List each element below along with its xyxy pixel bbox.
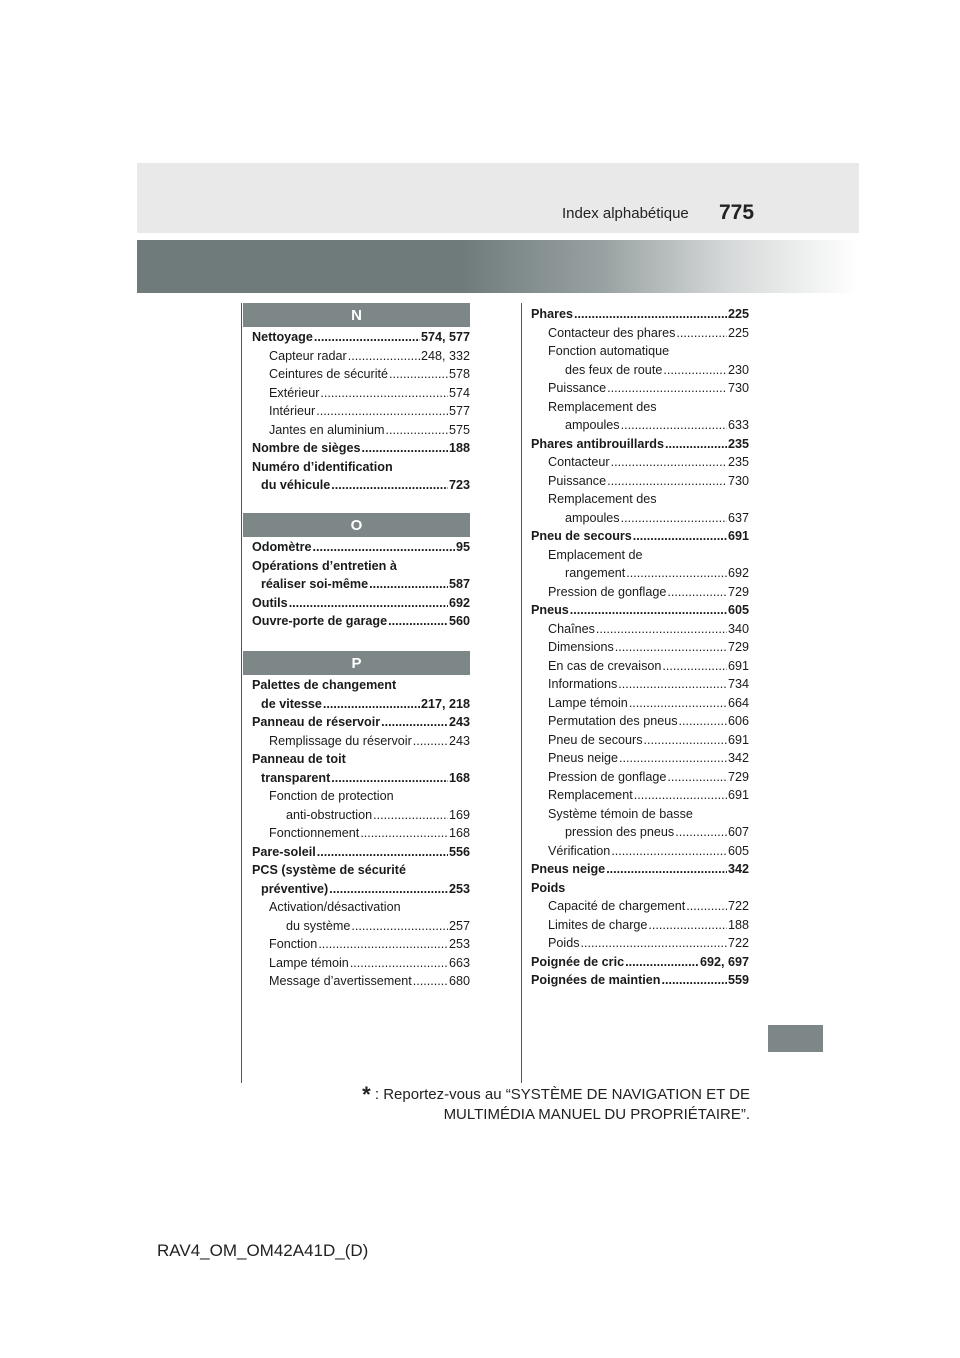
dot-leader — [570, 601, 727, 620]
index-entry — [252, 898, 470, 917]
index-entry-page: 248, 332 — [420, 348, 470, 363]
index-entry — [252, 843, 470, 862]
index-entry-page: 560 — [448, 614, 470, 628]
index-entry-label: Numéro d’identification — [252, 459, 393, 474]
index-entry-label: Remplacement des — [548, 399, 657, 414]
index-entry-page: 578 — [448, 367, 470, 381]
index-entry — [252, 421, 470, 440]
index-entry — [531, 527, 749, 546]
index-entry — [252, 695, 470, 714]
index-entry — [252, 824, 470, 843]
index-entry-page: 729 — [727, 769, 749, 784]
index-list-o — [252, 538, 470, 631]
index-entry — [531, 472, 749, 491]
index-entry — [531, 324, 749, 343]
index-entry — [252, 384, 470, 403]
index-entry-page: 575 — [448, 422, 470, 437]
index-entry-page: 692 — [727, 566, 749, 580]
index-entry-label: Fonction — [269, 937, 318, 951]
dot-leader — [676, 324, 727, 343]
dot-leader — [389, 365, 448, 384]
index-entry-page: 722 — [727, 899, 749, 913]
index-entry-label: ampoules — [565, 418, 620, 432]
dot-leader — [662, 657, 727, 676]
page-number: 775 — [719, 201, 755, 224]
section-header-n: N — [243, 303, 470, 327]
index-entry-label: Jantes en aluminium — [269, 422, 385, 437]
index-entry-page: 169 — [448, 807, 470, 822]
index-entry-label: Ouvre-porte de garage — [252, 614, 388, 628]
index-entry-page: 168 — [448, 826, 470, 840]
index-entry-page: 633 — [727, 418, 749, 432]
dot-leader — [633, 527, 727, 546]
index-entry-page: 217, 218 — [420, 696, 470, 711]
index-entry — [531, 731, 749, 750]
index-entry-label: Fonction automatique — [548, 344, 670, 358]
index-entry — [531, 305, 749, 324]
dot-leader — [331, 476, 448, 495]
index-entry-label: réaliser soi-même — [261, 577, 369, 591]
index-entry-label: Poignées de maintien — [531, 973, 661, 987]
dot-leader — [360, 824, 448, 843]
index-entry-label: Pression de gonflage — [548, 769, 667, 784]
index-entry-page: 730 — [727, 381, 749, 395]
index-entry-label: de vitesse — [261, 696, 322, 711]
index-entry — [531, 490, 749, 509]
index-entry-label: Emplacement de — [548, 547, 643, 562]
index-entry — [531, 453, 749, 472]
dot-leader — [606, 860, 727, 879]
index-entry-page: 574, 577 — [420, 330, 470, 344]
index-entry — [531, 583, 749, 602]
index-entry — [252, 328, 470, 347]
index-entry-page: 691 — [727, 658, 749, 673]
index-entry — [252, 880, 470, 899]
dot-leader — [667, 583, 727, 602]
index-entry — [252, 750, 470, 769]
dot-leader — [581, 934, 727, 953]
index-entry-page: 253 — [448, 881, 470, 896]
index-entry-label: PCS (système de sécurité — [252, 863, 406, 877]
index-entry-label: Dimensions — [548, 640, 614, 654]
index-entry-page: 253 — [448, 937, 470, 951]
document-code: RAV4_OM_OM42A41D_(D) — [157, 1241, 369, 1260]
index-entry-page: 605 — [727, 843, 749, 858]
index-entry-label: ampoules — [565, 510, 620, 525]
index-entry-page: 559 — [727, 973, 749, 987]
index-entry — [252, 612, 470, 631]
index-entry-page: 734 — [727, 677, 749, 691]
index-entry-label: Pneus neige — [531, 862, 606, 876]
dot-leader — [615, 638, 727, 657]
index-entry — [531, 823, 749, 842]
footnote-line-2: MULTIMÉDIA MANUEL DU PROPRIÉTAIRE”. — [443, 1106, 750, 1123]
footnote-star: * — [362, 1082, 371, 1107]
index-entry — [252, 954, 470, 973]
index-entry — [531, 657, 749, 676]
index-entry-label: des feux de route — [565, 362, 663, 377]
middle-column-divider — [521, 303, 522, 1083]
dot-leader — [314, 328, 420, 347]
index-entry — [531, 564, 749, 583]
dot-leader — [679, 712, 727, 731]
index-list-p-continued — [531, 305, 749, 990]
index-entry — [252, 538, 470, 557]
section-header-o: O — [243, 513, 470, 537]
index-entry-label: Phares — [531, 307, 574, 321]
index-entry-page: 730 — [727, 473, 749, 488]
dot-leader — [663, 361, 727, 380]
index-entry-label: Système témoin de basse — [548, 806, 693, 821]
dot-leader — [348, 347, 420, 366]
index-entry — [252, 476, 470, 495]
index-entry — [531, 934, 749, 953]
index-entry-page: 574 — [448, 385, 470, 400]
index-entry-label: Opérations d’entretien à — [252, 558, 397, 573]
index-entry — [531, 620, 749, 639]
index-entry-label: Outils — [252, 595, 288, 610]
index-entry-label: pression des pneus — [565, 825, 675, 839]
dot-leader — [648, 916, 727, 935]
dot-leader — [316, 402, 448, 421]
index-entry-label: Fonction de protection — [269, 789, 394, 803]
index-entry — [531, 379, 749, 398]
index-entry-label: En cas de crevaison — [548, 658, 662, 673]
index-entry-page: 188 — [448, 441, 470, 455]
index-entry-label: anti-obstruction — [286, 807, 373, 822]
index-entry — [252, 787, 470, 806]
dot-leader — [369, 575, 448, 594]
index-entry-label: Contacteur des phares — [548, 325, 676, 340]
index-entry — [531, 361, 749, 380]
index-entry-page: 691 — [727, 732, 749, 747]
index-entry-page: 723 — [448, 478, 470, 492]
index-entry-label: Puissance — [548, 381, 607, 395]
index-entry — [531, 694, 749, 713]
dot-leader — [596, 620, 727, 639]
dot-leader — [661, 971, 727, 990]
index-entry — [531, 971, 749, 990]
index-entry-page: 587 — [448, 577, 470, 591]
index-entry-label: Extérieur — [269, 385, 320, 400]
dot-leader — [381, 713, 448, 732]
index-entry — [531, 916, 749, 935]
index-entry-label: Ceintures de sécurité — [269, 367, 389, 381]
index-entry — [531, 860, 749, 879]
dot-leader — [621, 416, 727, 435]
index-entry-page: 680 — [448, 974, 470, 988]
index-entry — [531, 879, 749, 898]
index-entry-label: Lampe témoin — [548, 695, 628, 710]
footnote — [352, 1082, 750, 1125]
dot-leader — [329, 880, 448, 899]
index-entry-label: Fonctionnement — [269, 826, 360, 840]
index-entry-page: 95 — [455, 540, 470, 554]
index-entry — [252, 594, 470, 613]
index-entry-label: Poids — [531, 880, 566, 895]
index-entry-page: 722 — [727, 936, 749, 950]
dot-leader — [667, 768, 727, 787]
index-entry-label: du véhicule — [261, 478, 331, 492]
index-entry — [531, 768, 749, 787]
index-entry — [531, 897, 749, 916]
index-entry-page: 342 — [727, 862, 749, 876]
index-entry-page: 168 — [448, 770, 470, 785]
index-entry-page: 257 — [448, 918, 470, 933]
dot-leader — [619, 749, 727, 768]
index-entry-page: 729 — [727, 584, 749, 599]
index-entry-page: 606 — [727, 714, 749, 728]
index-entry — [531, 342, 749, 361]
index-entry-page: 577 — [448, 404, 470, 418]
index-entry-page: 691 — [727, 529, 749, 543]
index-entry-label: Lampe témoin — [269, 955, 349, 970]
index-entry — [531, 786, 749, 805]
dot-leader — [686, 897, 727, 916]
index-entry-label: Capteur radar — [269, 348, 347, 363]
index-entry — [531, 842, 749, 861]
index-entry — [252, 861, 470, 880]
index-entry-label: Permutation des pneus — [548, 714, 678, 728]
index-entry-page: 225 — [727, 325, 749, 340]
index-entry — [252, 676, 470, 695]
index-entry-page: 729 — [727, 640, 749, 654]
index-entry-label: Message d’avertissement — [269, 974, 412, 988]
index-entry — [531, 675, 749, 694]
page-title: Index alphabétique — [562, 205, 689, 222]
dot-leader — [312, 538, 455, 557]
chapter-tab — [768, 1025, 823, 1052]
dot-leader — [626, 564, 727, 583]
index-entry-page: 342 — [727, 751, 749, 765]
index-entry-page: 692 — [448, 595, 470, 610]
dot-leader — [607, 472, 727, 491]
index-entry-label: Remplacement des — [548, 492, 657, 506]
header-gradient-bar — [137, 240, 859, 293]
index-entry-page: 230 — [727, 362, 749, 377]
index-entry — [252, 935, 470, 954]
dot-leader — [629, 694, 727, 713]
left-column-divider — [241, 303, 242, 1083]
index-entry-label: rangement — [565, 566, 626, 580]
dot-leader — [386, 421, 448, 440]
index-entry — [531, 601, 749, 620]
index-entry-page: 607 — [727, 825, 749, 839]
index-entry-page: 663 — [448, 955, 470, 970]
index-entry — [531, 398, 749, 417]
dot-leader — [323, 695, 420, 714]
index-entry-label: Pression de gonflage — [548, 584, 667, 599]
index-entry-label: Pneus — [531, 603, 569, 617]
index-entry — [252, 732, 470, 751]
index-entry — [531, 546, 749, 565]
index-entry-label: Pare-soleil — [252, 844, 316, 859]
dot-leader — [331, 769, 448, 788]
index-list-n — [252, 328, 470, 495]
section-header-p: P — [243, 651, 470, 675]
index-entry-label: Poids — [548, 936, 580, 950]
dot-leader — [634, 786, 727, 805]
index-entry-label: Pneu de secours — [548, 732, 643, 747]
dot-leader — [317, 843, 448, 862]
dot-leader — [373, 806, 448, 825]
index-entry-label: Panneau de réservoir — [252, 715, 381, 729]
index-entry-page: 692, 697 — [699, 954, 749, 969]
dot-leader — [644, 731, 727, 750]
index-entry-page: 225 — [727, 307, 749, 321]
index-entry-page: 637 — [727, 510, 749, 525]
index-entry — [252, 347, 470, 366]
index-entry-label: Chaînes — [548, 621, 595, 636]
index-entry-label: Informations — [548, 677, 618, 691]
index-entry-label: Limites de charge — [548, 917, 648, 932]
index-entry — [531, 509, 749, 528]
index-entry-label: Remplacement — [548, 788, 633, 802]
index-entry-label: Panneau de toit — [252, 752, 346, 766]
dot-leader — [351, 917, 448, 936]
dot-leader — [350, 954, 448, 973]
dot-leader — [611, 453, 727, 472]
index-entry-label: préventive) — [261, 881, 329, 896]
index-entry — [252, 365, 470, 384]
index-entry-page: 188 — [727, 917, 749, 932]
index-entry-page: 235 — [727, 455, 749, 469]
index-list-p — [252, 676, 470, 991]
index-entry — [531, 435, 749, 454]
index-entry — [531, 805, 749, 824]
index-entry-label: Puissance — [548, 473, 607, 488]
dot-leader — [413, 732, 448, 751]
index-entry-label: Palettes de changement — [252, 678, 397, 692]
dot-leader — [611, 842, 727, 861]
dot-leader — [318, 935, 448, 954]
index-entry-label: Contacteur — [548, 455, 610, 469]
index-entry-label: Pneus neige — [548, 751, 619, 765]
dot-leader — [320, 384, 448, 403]
index-entry — [252, 458, 470, 477]
index-entry-label: Pneu de secours — [531, 529, 632, 543]
index-entry-label: du système — [286, 918, 351, 933]
index-entry — [531, 749, 749, 768]
footnote-line-1: : Reportez-vous au “SYSTÈME DE NAVIGATION ET DE — [374, 1086, 750, 1103]
index-entry — [531, 416, 749, 435]
index-entry-page: 243 — [448, 733, 470, 748]
index-entry-label: Intérieur — [269, 404, 316, 418]
index-entry-page: 691 — [727, 788, 749, 802]
index-entry — [531, 712, 749, 731]
dot-leader — [607, 379, 727, 398]
dot-leader — [289, 594, 448, 613]
index-entry-page: 243 — [448, 715, 470, 729]
index-entry — [531, 638, 749, 657]
index-entry — [252, 806, 470, 825]
index-entry — [252, 917, 470, 936]
index-entry-page: 340 — [727, 621, 749, 636]
index-entry — [531, 953, 749, 972]
index-entry — [252, 557, 470, 576]
index-entry-label: Nombre de sièges — [252, 441, 361, 455]
index-entry-label: Remplissage du réservoir — [269, 733, 412, 748]
index-entry-label: Nettoyage — [252, 330, 313, 344]
dot-leader — [618, 675, 727, 694]
index-entry-label: Activation/désactivation — [269, 900, 401, 914]
index-entry-label: Capacité de chargement — [548, 899, 686, 913]
index-entry-label: transparent — [261, 770, 331, 785]
index-entry — [252, 972, 470, 991]
dot-leader — [574, 305, 727, 324]
dot-leader — [388, 612, 448, 631]
index-entry-label: Odomètre — [252, 540, 312, 554]
dot-leader — [362, 439, 448, 458]
dot-leader — [675, 823, 727, 842]
index-entry-page: 556 — [448, 844, 470, 859]
index-entry-label: Phares antibrouillards — [531, 436, 664, 451]
dot-leader — [413, 972, 448, 991]
dot-leader — [665, 435, 727, 454]
index-entry-label: Vérification — [548, 843, 611, 858]
index-entry-page: 605 — [727, 603, 749, 617]
index-entry — [252, 402, 470, 421]
dot-leader — [621, 509, 727, 528]
index-entry — [252, 575, 470, 594]
index-entry — [252, 713, 470, 732]
index-entry-label: Poignée de cric — [531, 954, 625, 969]
index-entry — [252, 769, 470, 788]
dot-leader — [625, 953, 699, 972]
index-entry — [252, 439, 470, 458]
index-entry-page: 235 — [727, 436, 749, 451]
index-entry-page: 664 — [727, 695, 749, 710]
